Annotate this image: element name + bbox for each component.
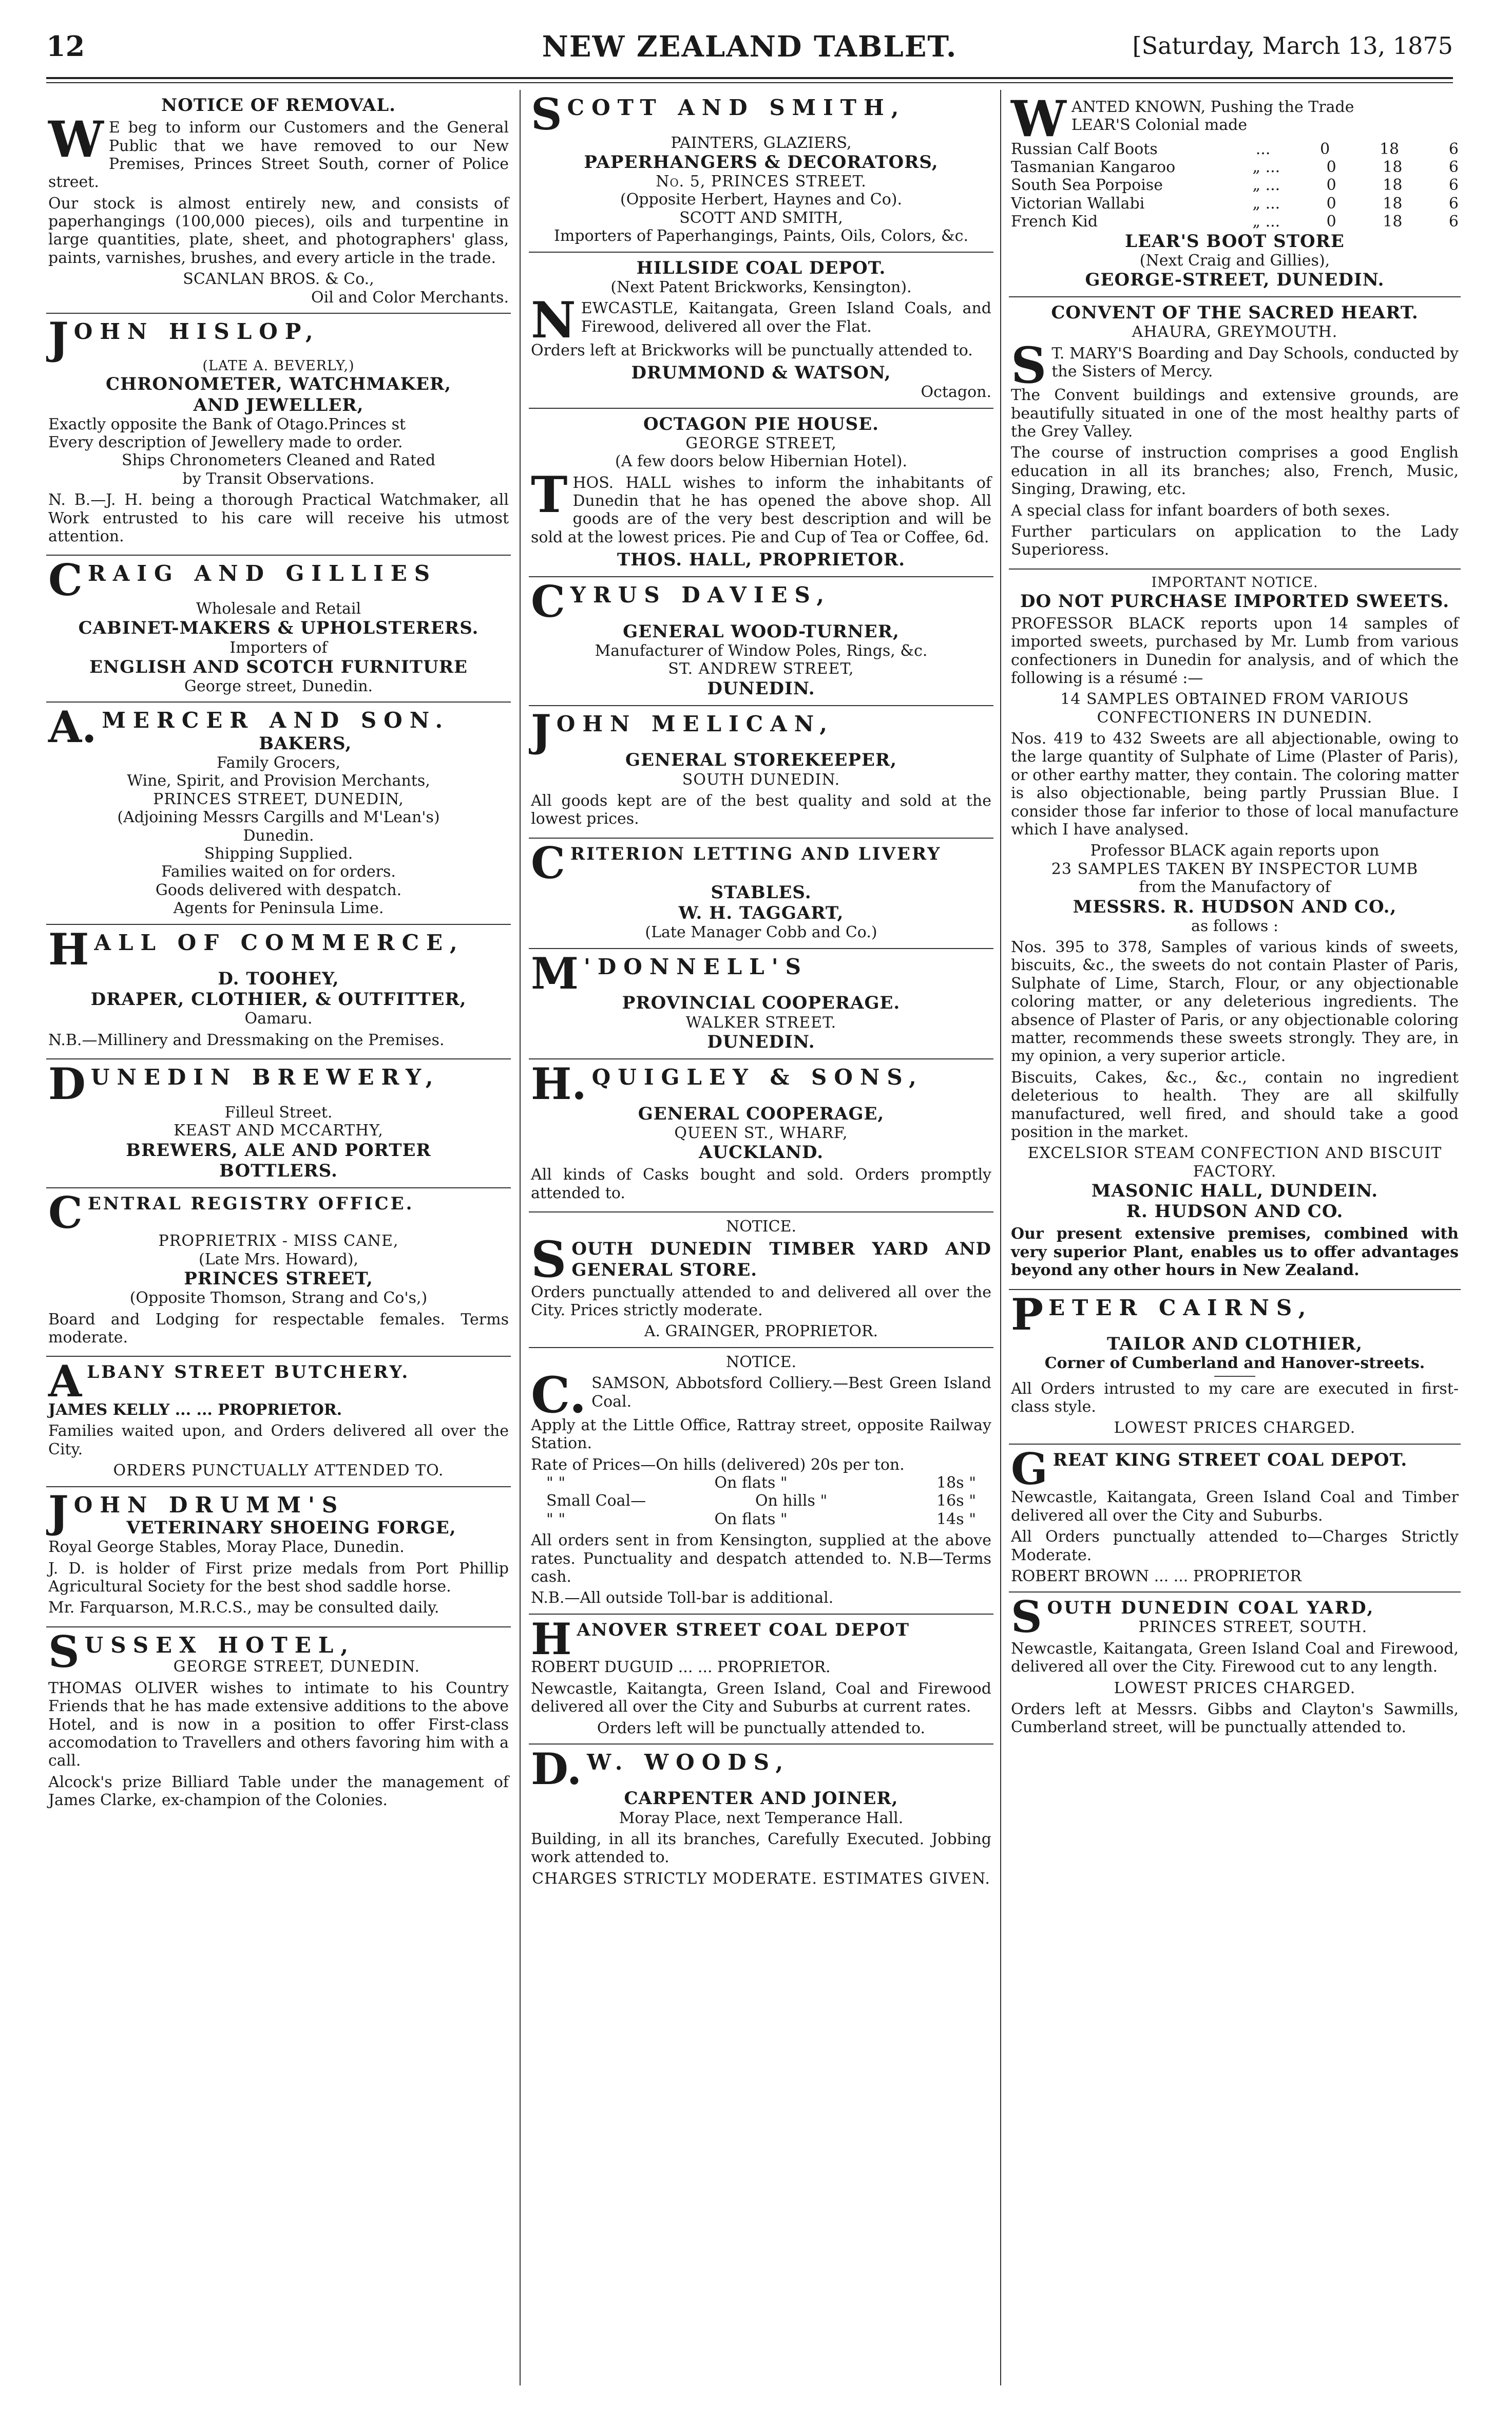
heading-text: OHN HISLOP,	[73, 319, 320, 345]
ad-great-king-street-coal	[1009, 1445, 1461, 1593]
pounds: 0	[1326, 176, 1336, 195]
line: EXCELSIOR STEAM CONFECTION AND BISCUIT FACTORY.	[1027, 1144, 1442, 1181]
drop-cap: C	[48, 1187, 83, 1238]
drop-cap: W	[48, 110, 104, 169]
ad-title: DO NOT PURCHASE IMPORTED SWEETS.	[1020, 591, 1450, 612]
ad-mercer-and-son	[46, 703, 511, 924]
pence: 6	[1448, 213, 1459, 231]
cell: " "	[546, 1474, 566, 1492]
line: Professor BLACK again reports upon	[1090, 842, 1380, 860]
line: Building, in all its branches, Carefully Executed. Jobbing work attended to.	[531, 1830, 991, 1867]
line: (Adjoining Messrs Cargills and M'Lean's)	[117, 808, 440, 827]
drop-cap: H	[531, 1613, 572, 1664]
pounds: 0	[1320, 140, 1330, 158]
ad-heading	[531, 837, 991, 888]
ad-south-dunedin-coal-yard	[1009, 1593, 1461, 1746]
price-row	[531, 1510, 991, 1528]
line: (Next Craig and Gillies),	[1139, 251, 1330, 270]
masthead: NEW ZEALAND TABLET.	[542, 30, 958, 64]
ad-heading	[1011, 1288, 1459, 1340]
cell: On flats "	[714, 1510, 788, 1528]
line: All Orders intrusted to my care are executed in first-class style.	[1011, 1379, 1459, 1416]
line: Dunedin.	[243, 826, 314, 845]
shillings: 18	[1383, 176, 1403, 195]
heading-text: ETER CAIRNS,	[1048, 1295, 1313, 1320]
line: TAILOR AND CLOTHIER,	[1106, 1334, 1363, 1355]
line: Orders left will be punctually attended to.	[597, 1719, 926, 1737]
line: Agents for Peninsula Lime.	[173, 899, 384, 918]
line: ORDERS PUNCTUALLY ATTENDED TO.	[113, 1462, 444, 1480]
paragraph: Our stock is almost entirely new, and consists of paperhangings (100,000 pieces), oils and turpentine in large quantities, plate, sheet, and photographers' glass, paints, varnishes, brushes, and every article in the trade.	[48, 194, 509, 267]
line: GEORGE STREET,	[685, 434, 837, 452]
ad-body	[1011, 336, 1459, 394]
line: GENERAL STOREKEEPER,	[625, 750, 897, 771]
line: Moray Place, next Temperance Hall.	[619, 1809, 904, 1827]
line: CARPENTER AND JOINER,	[624, 1788, 898, 1809]
heading-text: ENTRAL REGISTRY OFFICE.	[87, 1193, 414, 1214]
dots: „ ...	[1252, 194, 1280, 213]
line: All goods kept are of the best quality and sold at the lowest prices.	[531, 791, 991, 828]
page-header	[46, 30, 1453, 71]
line: Wholesale and Retail	[196, 600, 361, 618]
line: PAINTERS, GLAZIERS,	[671, 134, 852, 152]
shillings: 18	[1383, 194, 1403, 213]
heading-text: YRUS DAVIES,	[570, 582, 831, 608]
ad-convent-sacred-heart	[1009, 297, 1461, 570]
cell: 16s "	[936, 1492, 976, 1510]
drop-cap: S	[48, 1626, 80, 1677]
cell: " "	[546, 1510, 566, 1528]
ad-hall-of-commerce	[46, 925, 511, 1060]
page-number: 12	[46, 30, 85, 63]
ad-imported-sweets	[1009, 570, 1461, 1290]
line: Exactly opposite the Bank of Otago.Princes st	[48, 415, 406, 433]
drop-cap: T	[531, 465, 568, 524]
ad-title: OCTAGON PIE HOUSE.	[643, 413, 879, 434]
dots: „ ...	[1252, 176, 1280, 195]
heading-text: MERCER AND SON.	[102, 708, 450, 733]
paragraph: Nos. 395 to 378, Samples of various kinds of sweets, biscuits, &c., the sweets do not contain Plaster of Paris, Sulphate of Lime, Starch, Flour, or any objectionable coloring matter, or any deleterious ingredients. The absence of Plaster of Paris, or any objectionable coloring matter, recommends these sweets strongly. They are, in my opinion, a very superior article.	[1011, 938, 1459, 1066]
cell: On flats "	[714, 1474, 788, 1492]
ad-heading	[531, 947, 991, 999]
drop-cap: A	[48, 1356, 82, 1407]
drop-cap: W	[1011, 90, 1066, 148]
line: Filleul Street.	[224, 1103, 333, 1122]
ad-body	[48, 110, 509, 192]
line: STABLES.	[711, 882, 812, 903]
line: KEAST AND MCCARTHY,	[174, 1122, 384, 1140]
notice-label: IMPORTANT NOTICE.	[1151, 574, 1318, 591]
ad-heading	[531, 1743, 991, 1794]
drop-cap: M	[531, 947, 579, 999]
line: (Late Manager Cobb and Co.)	[645, 923, 877, 942]
line: Family Grocers,	[217, 754, 340, 772]
line: The Convent buildings and extensive grounds, are beautifully situated in one of the most healthy parts of the Grey Valley.	[1011, 386, 1459, 441]
ad-title: NOTICE OF REMOVAL.	[161, 95, 396, 116]
ad-samson-colliery	[529, 1348, 993, 1615]
line: as follows :	[1191, 917, 1278, 935]
ad-body	[531, 1230, 991, 1289]
line: GENERAL COOPERAGE,	[638, 1103, 885, 1124]
line: LOWEST PRICES CHARGED.	[1114, 1419, 1356, 1437]
line: PRINCES STREET, DUNEDIN,	[153, 790, 404, 808]
line: PRINCES STREET, SOUTH.	[1138, 1618, 1368, 1637]
drop-cap: H	[48, 923, 89, 975]
heading-text: COTT AND SMITH,	[567, 95, 906, 120]
ad-heading	[48, 1058, 509, 1110]
line: CHARGES STRICTLY MODERATE. ESTIMATES GIVEN.	[532, 1869, 990, 1888]
paragraph: PROFESSOR BLACK reports upon 14 samples of imported sweets, purchased by Mr. Lumb from various confectioners in Dunedin for analysis, and of which the following is a résumé :—	[1011, 614, 1459, 687]
line: Newcastle, Kaitangta, Green Island, Coal and Firewood delivered all over the City and Suburbs at current rates.	[531, 1679, 991, 1716]
ad-heading	[48, 923, 509, 975]
paragraph: Biscuits, Cakes, &c., &c., contain no ingredient deleterious to health. They are all skilfully manufactured, well fired, and should take a good position in the market.	[1011, 1068, 1459, 1141]
line: Manufacturer of Window Poles, Rings, &c.	[595, 641, 928, 660]
ad-lears-boot-store	[1009, 90, 1461, 297]
line: (Late Mrs. Howard),	[199, 1250, 358, 1268]
line: A. GRAINGER, PROPRIETOR.	[644, 1322, 878, 1341]
line: Families waited on for orders.	[161, 863, 396, 881]
ad-notice-of-removal	[46, 90, 511, 314]
paragraph: ANTED KNOWN, Pushing the Trade	[1071, 98, 1354, 116]
ad-octagon-pie-house	[529, 409, 993, 578]
line: (Opposite Herbert, Haynes and Co).	[620, 191, 902, 209]
line: Octagon.	[921, 383, 991, 402]
ad-title: CONVENT OF THE SACRED HEART.	[1051, 302, 1419, 324]
line: GEORGE-STREET, DUNEDIN.	[1085, 270, 1385, 291]
line: Newcastle, Kaitangata, Green Island Coal and Timber delivered all over the City and Suburbs.	[1011, 1488, 1459, 1525]
drop-cap: S	[531, 90, 562, 140]
heading-text: RAIG AND GILLIES	[87, 561, 437, 586]
line: (Next Patent Brickworks, Kensington).	[610, 278, 912, 296]
cell: 18s "	[936, 1474, 976, 1492]
heading-text: QUIGLEY & SONS,	[591, 1065, 924, 1090]
price-row	[531, 1492, 991, 1510]
item: South Sea Porpoise	[1011, 176, 1163, 195]
line: AND JEWELLER,	[193, 394, 364, 415]
line: CHRONOMETER, WATCHMAKER,	[105, 374, 452, 395]
ad-title: NOTICE.	[725, 1353, 797, 1371]
cell: Small Coal—	[546, 1492, 646, 1510]
paragraph: LEAR'S Colonial made	[1071, 116, 1248, 135]
line: JAMES KELLY ... ... PROPRIETOR.	[48, 1401, 342, 1419]
ad-john-melican	[529, 706, 993, 839]
shillings: 18	[1379, 140, 1400, 158]
line: MESSRS. R. HUDSON AND CO.,	[1073, 896, 1397, 917]
line: LEAR'S BOOT STORE	[1125, 231, 1345, 252]
line: DRAPER, CLOTHIER, & OUTFITTER,	[90, 989, 467, 1010]
ad-heading	[48, 1356, 509, 1407]
ad-hanover-street-coal-depot	[529, 1615, 993, 1745]
price-row	[1011, 195, 1459, 213]
ad-heading	[531, 576, 991, 628]
line: No. 5, PRINCES STREET.	[656, 173, 867, 191]
ad-heading	[531, 1613, 991, 1664]
drop-cap: J	[531, 705, 551, 756]
header-rule	[46, 77, 1453, 79]
ad-heading	[1011, 1443, 1459, 1494]
line: BREWERS, ALE AND PORTER	[126, 1140, 431, 1161]
line: Mr. Farquarson, M.R.C.S., may be consulted daily.	[48, 1599, 439, 1617]
line: THOMAS OLIVER wishes to intimate to his Country Friends that he has made extensive additions to the above Hotel, and is now in a position to offer First-class accomodation to Travellers and others favoring him with a call.	[48, 1679, 509, 1770]
item: French Kid	[1011, 213, 1098, 231]
line: ST. ANDREW STREET,	[668, 660, 854, 678]
line: (Opposite Thomson, Strang and Co's,)	[129, 1289, 428, 1307]
ad-title: HILLSIDE COAL DEPOT.	[636, 257, 886, 278]
ad-heading	[48, 555, 509, 606]
line: QUEEN ST., WHARF,	[674, 1124, 848, 1142]
column-rule	[520, 90, 521, 2385]
ad-body	[1011, 90, 1459, 148]
ad-heading	[531, 90, 991, 140]
ad-heading	[48, 1187, 509, 1238]
line: Board and Lodging for respectable females. Terms moderate.	[48, 1310, 509, 1347]
line: Newcastle, Kaitangata, Green Island Coal and Firewood, delivered all over the City. Firewood cut to any length.	[1011, 1639, 1459, 1676]
line: SOUTH DUNEDIN.	[682, 770, 840, 789]
drop-cap: C	[531, 576, 565, 628]
drop-cap: G	[1011, 1443, 1048, 1494]
line: VETERINARY SHOEING FORGE,	[126, 1518, 456, 1539]
price-row	[531, 1474, 991, 1492]
item: Victorian Wallabi	[1011, 194, 1145, 213]
pence: 6	[1448, 140, 1459, 158]
line: Every description of Jewellery made to order.	[48, 433, 403, 452]
pounds: 0	[1326, 194, 1336, 213]
header-rule-thin	[46, 82, 1453, 83]
line: R. HUDSON AND CO.	[1126, 1201, 1344, 1222]
line: (A few doors below Hibernian Hotel).	[615, 452, 907, 471]
line: BOTTLERS.	[219, 1160, 338, 1181]
column-2	[529, 90, 993, 2385]
line: Families waited upon, and Orders delivered all over the City.	[48, 1422, 509, 1458]
ad-central-registry	[46, 1188, 511, 1357]
ad-cyrus-davies	[529, 577, 993, 706]
drop-cap: S	[1011, 336, 1047, 394]
line: Goods delivered with despatch.	[155, 881, 402, 899]
shillings: 18	[1383, 158, 1403, 176]
pence: 6	[1448, 158, 1459, 176]
price-row	[1011, 213, 1459, 231]
heading-text: LBANY STREET BUTCHERY.	[87, 1362, 410, 1383]
line: J. D. is holder of First prize medals from Port Phillip Agricultural Society for the best shod saddle horse.	[48, 1559, 509, 1596]
line: W. H. TAGGART,	[678, 903, 844, 924]
paragraph: SAMSON, Abbotsford Colliery.—Best Green Island Coal.	[591, 1374, 991, 1411]
line: Alcock's prize Billiard Table under the management of James Clarke, ex-champion of the Colonies.	[48, 1773, 509, 1810]
heading-text: ALL OF COMMERCE,	[94, 930, 465, 955]
column-rule	[1000, 90, 1001, 2385]
line: Apply at the Little Office, Rattray street, opposite Railway Station.	[531, 1416, 991, 1453]
line: PROVINCIAL COOPERAGE.	[622, 993, 901, 1014]
paragraph: E beg to inform our Customers and the General Public that we have removed to our New Premises, Princes Street South, corner of Police street.	[48, 119, 509, 192]
line: Importers of	[229, 638, 328, 657]
firm-name: SCANLAN BROS. & Co.,	[183, 270, 374, 289]
heading-text: UNEDIN BREWERY,	[90, 1065, 441, 1090]
drop-cap: C	[48, 555, 83, 606]
heading-text: OHN MELICAN,	[556, 711, 835, 736]
line: MASONIC HALL, DUNDEIN.	[1091, 1181, 1379, 1202]
ad-albany-street-butchery	[46, 1357, 511, 1487]
drop-cap: C	[531, 837, 565, 888]
line: from the Manufactory of	[1139, 878, 1331, 897]
drop-cap: D	[48, 1058, 86, 1110]
line: Orders left at Messrs. Gibbs and Clayton's Sawmills, Cumberland street, will be punctually attended to.	[1011, 1700, 1459, 1737]
pounds: 0	[1326, 213, 1336, 231]
cell: 14s "	[936, 1510, 976, 1528]
line: by Transit Observations.	[182, 469, 375, 488]
line: N. B.—J. H. being a thorough Practical Watchmaker, all Work entrusted to his care will receive his utmost attention.	[48, 491, 509, 546]
heading-text: W. WOODS,	[587, 1749, 791, 1775]
line: N.B.—Millinery and Dressmaking on the Premises.	[48, 1031, 445, 1049]
line: All orders sent in from Kensington, supplied at the above rates. Punctuality and despatch attended to. N.B—Terms cash.	[531, 1531, 991, 1586]
dots: „ ...	[1252, 213, 1280, 231]
dots: ...	[1255, 140, 1271, 158]
line: ROBERT DUGUID ... ... PROPRIETOR.	[531, 1658, 831, 1677]
line: DRUMMOND & WATSON,	[631, 363, 891, 384]
line: ENGLISH AND SCOTCH FURNITURE	[89, 656, 468, 677]
price-row	[1011, 140, 1459, 158]
ad-south-dunedin-timber-yard	[529, 1212, 993, 1348]
item: Tasmanian Kangaroo	[1011, 158, 1176, 176]
paragraph: HOS. HALL wishes to inform the inhabitants of Dunedin that he has opened the above shop. All goods are of the very best description and will be sold at the lowest prices. Pie and Cup of Tea or Coffee, 6d.	[531, 473, 991, 546]
heading-text: USSEX HOTEL,	[84, 1632, 355, 1658]
ad-body	[531, 1366, 991, 1425]
line: PRINCES STREET,	[184, 1268, 373, 1290]
drop-cap: S	[1011, 1591, 1042, 1643]
line: All kinds of Casks bought and sold. Orders promptly attended to.	[531, 1166, 991, 1202]
line: Importers of Paperhangings, Paints, Oils, Colors, &c.	[554, 227, 968, 245]
line: Orders left at Brickworks will be punctually attended to.	[531, 341, 973, 359]
pence: 6	[1448, 176, 1459, 195]
line: Shipping Supplied.	[204, 845, 353, 863]
pence: 6	[1448, 194, 1459, 213]
paragraph: Our present extensive premises, combined with very superior Plant, enables us to offer advantages beyond any other hours in New Zealand.	[1011, 1225, 1459, 1280]
ad-title: NOTICE.	[725, 1218, 797, 1236]
line: A special class for infant boarders of both sexes.	[1011, 501, 1390, 520]
line: Oamaru.	[244, 1010, 313, 1028]
ad-scott-and-smith	[529, 90, 993, 253]
line: George street, Dunedin.	[184, 677, 373, 696]
line: The course of instruction comprises a good English education in all its branches; also, French, Music, Singing, Drawing, etc.	[1011, 444, 1459, 499]
ad-criterion-stables	[529, 839, 993, 949]
issue-date: [Saturday, March 13, 1875	[1132, 32, 1453, 60]
heading-text: OUTH DUNEDIN COAL YARD,	[1047, 1598, 1375, 1619]
ad-peter-cairns	[1009, 1290, 1461, 1445]
drop-cap: P	[1011, 1288, 1044, 1340]
ad-heading	[48, 313, 509, 364]
drop-cap: N	[531, 291, 576, 350]
paragraph: T. MARY'S Boarding and Day Schools, conducted by the Sisters of Mercy.	[1051, 344, 1459, 381]
drop-cap: J	[48, 1486, 69, 1537]
drop-cap: J	[48, 313, 69, 364]
separator	[1214, 1376, 1255, 1377]
ad-sussex-hotel	[46, 1627, 511, 1819]
drop-cap: H.	[531, 1058, 587, 1110]
line: Rate of Prices—On hills (delivered) 20s per ton.	[531, 1455, 905, 1474]
line: Orders punctually attended to and delivered all over the City. Prices strictly moderate.	[531, 1283, 991, 1320]
line: DUNEDIN.	[707, 678, 815, 699]
ad-body	[531, 465, 991, 547]
firm-trade: Oil and Color Merchants.	[311, 288, 509, 307]
line: ROBERT BROWN ... ... PROPRIETOR	[1011, 1567, 1302, 1585]
line: D. TOOHEY,	[218, 969, 339, 990]
ad-john-drumm	[46, 1487, 511, 1627]
cell: On hills "	[755, 1492, 828, 1510]
line: Royal George Stables, Moray Place, Dunedin.	[48, 1538, 405, 1557]
dots: „ ...	[1252, 158, 1280, 176]
paragraph: EWCASTLE, Kaitangata, Green Island Coals, and Firewood, delivered all over the Flat.	[581, 299, 991, 336]
line: Further particulars on application to the Lady Superioress.	[1011, 522, 1459, 559]
drop-cap: C.	[531, 1366, 587, 1425]
ad-john-hislop	[46, 314, 511, 556]
ad-craig-gillies	[46, 556, 511, 703]
line: Wine, Spirit, and Provision Merchants,	[127, 772, 430, 790]
ad-dunedin-brewery	[46, 1059, 511, 1188]
heading-text: ANOVER STREET COAL DEPOT	[577, 1619, 910, 1640]
line: N.B.—All outside Toll-bar is additional.	[531, 1589, 834, 1607]
price-row	[1011, 176, 1459, 194]
line: Ships Chronometers Cleaned and Rated	[121, 451, 436, 470]
drop-cap: D.	[531, 1743, 582, 1794]
line: BAKERS,	[259, 733, 352, 754]
ad-odonnells-cooperage	[529, 949, 993, 1059]
line: CABINET-MAKERS & UPHOLSTERERS.	[78, 618, 479, 639]
item: Russian Calf Boots	[1011, 140, 1158, 158]
paragraph: OUTH DUNEDIN TIMBER YARD AND GENERAL STORE.	[571, 1239, 991, 1280]
line: AHAURA, GREYMOUTH.	[1132, 323, 1338, 342]
ad-heading	[531, 1058, 991, 1110]
line: SCOTT AND SMITH,	[679, 209, 843, 227]
line: Corner of Cumberland and Hanover-streets.	[1044, 1354, 1425, 1373]
price-row	[1011, 158, 1459, 176]
line: GENERAL WOOD-TURNER,	[623, 621, 899, 642]
line: DUNEDIN.	[707, 1031, 815, 1052]
column-1	[46, 90, 511, 2385]
drop-cap: S	[531, 1230, 567, 1289]
ad-w-woods	[529, 1745, 993, 1894]
line: PROPRIETRIX - MISS CANE,	[158, 1232, 399, 1250]
drop-cap: A.	[48, 702, 97, 753]
price-list	[1011, 140, 1459, 231]
line: (LATE A. BEVERLY,)	[202, 357, 355, 374]
column-3	[1009, 90, 1461, 2385]
line: LOWEST PRICES CHARGED.	[1114, 1679, 1356, 1697]
line: AUCKLAND.	[698, 1142, 824, 1163]
line: WALKER STREET.	[685, 1013, 837, 1032]
line: 23 SAMPLES TAKEN BY INSPECTOR LUMB	[1051, 860, 1419, 878]
ad-hillside-coal-depot	[529, 253, 993, 409]
pounds: 0	[1326, 158, 1336, 176]
line: 14 SAMPLES OBTAINED FROM VARIOUS CONFECTIONERS IN DUNEDIN.	[1060, 690, 1409, 727]
heading-text: REAT KING STREET COAL DEPOT.	[1052, 1449, 1408, 1470]
line: THOS. HALL, PROPRIETOR.	[617, 549, 906, 571]
line: PAPERHANGERS & DECORATORS,	[584, 151, 939, 173]
heading-text: 'DONNELL'S	[583, 954, 808, 979]
heading-text: OHN DRUMM'S	[73, 1492, 345, 1518]
shillings: 18	[1383, 213, 1403, 231]
paragraph: Nos. 419 to 432 Sweets are all abjectionable, owing to the large quantity of Sulphate of Lime (Plaster of Paris), or other earthy matter, they contain. The coloring matter is also objectionable, being partly Prussian Blue. I consider those far inferior to those of local manufacture which I have analysed.	[1011, 730, 1459, 839]
line: All Orders punctually attended to—Charges Strictly Moderate.	[1011, 1528, 1459, 1564]
ad-heading	[531, 705, 991, 756]
line: GEORGE STREET, DUNEDIN.	[173, 1658, 420, 1676]
heading-text: RITERION LETTING AND LIVERY	[570, 843, 942, 864]
ad-quigley-and-sons	[529, 1059, 993, 1212]
